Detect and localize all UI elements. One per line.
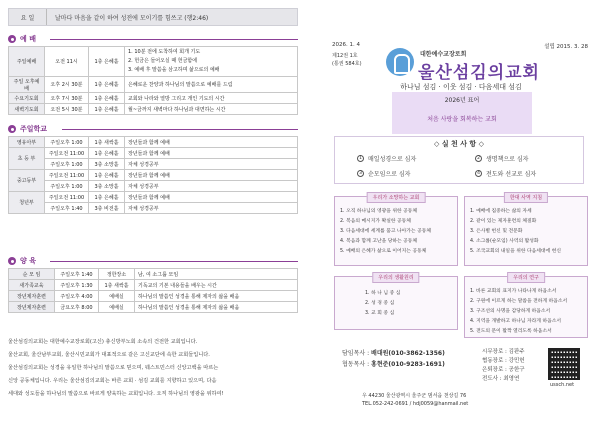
list-item: 1. 오직 하나님의 영광을 위한 공동체 (340, 209, 418, 214)
list-item: 5. 전도의 문이 활짝 열리도록 하옵소서 (470, 329, 552, 334)
vision-box: 우리가 소망하는 교회 1. 오직 하나님의 영광을 위한 공동체 2. 복음의 메시지가 확실한 공동체 3. 다음세대에 세계를 품고 나아가는 공동체 4. 복음과 함께 고난을 당하는 공동체 5. 예배의 은혜가 삶으로 이어지는 공동체 (334, 196, 458, 266)
list-item: 1. 하 나 님 중 심 (365, 291, 401, 296)
practice-item: 1 매일성경으로 심자 (357, 154, 416, 163)
list-item: 3. 교 회 중 심 (365, 311, 395, 316)
list-item: 4. 복음과 함께 고난을 당하는 공동체 (340, 239, 418, 244)
church-name: 울산섬김의교회 (418, 63, 540, 83)
slogan: 하나님 섬김 · 이웃 섬김 · 다음세대 섬김 (400, 83, 522, 91)
motto-tag: 요 일 (9, 9, 47, 25)
qr-code-icon[interactable] (548, 348, 580, 380)
worship-table (8, 46, 298, 115)
right-page (330, 8, 592, 418)
divider (50, 261, 298, 262)
year-motto-box (392, 92, 532, 134)
table-row: 초 등 부 주일오전 11:00 1층 은혜홀 장년들과 함께 예배 (9, 148, 298, 159)
website-label[interactable]: ussch.net (550, 382, 575, 388)
table-row: 중고등부 주일오전 11:00 1층 은혜홀 장년들과 함께 예배 (9, 170, 298, 181)
table-row: 주일오후 1:40 3층 비전홀 자체 성경공부 (9, 203, 298, 214)
list-item: 3. 다음세대에 세계를 품고 나아가는 공동체 (340, 229, 431, 234)
church-notice: 울산섬김의교회는 대한예수교장로회(고신) 총신방부노회 소속의 건전한 교회입니다. 울산교회, 울산남부교회, 울산시민교회가 대표적으로 같은 고신교단에 속한 교회들입니다. 울산섬김의교회는 성경을 유일한 하나님의 말씀으로 믿으며, 웨스트민스터 신앙고백을 따르는 신앙 공동체입니다. 우리는 울산섬김의교회는 바른 교회 · 섬김 교회를 지향하고 있으며, 다음 세대와 성도들을 하나님의 말씀으로 바르게 양육하는 교회입니다. 오직 하나님의 영광을 위하여! (8, 339, 224, 397)
number-circle-icon: 3 (357, 170, 364, 177)
section-bullet-icon (8, 125, 16, 133)
table-row: 영유아부 주일오후 1:00 1층 새싹홀 장년들과 함께 예배 (9, 137, 298, 148)
bulletin-date: 2026. 1. 4 (332, 42, 360, 48)
list-item: 4. 소그룹(순모임) 사역의 활성화 (470, 239, 539, 244)
number-circle-icon: 4 (475, 170, 482, 177)
motto-text: 날마다 마음을 같이 하여 성전에 모이기를 힘쓰고 (행2:46) (55, 14, 209, 22)
table-row: 새벽기도회 오전 5시 30분 1층 은혜홀 월~금까지 새벽마다 하나님과 대면하는 시간 (9, 104, 298, 115)
year-title: 2026년 표어 (444, 97, 480, 104)
practice-item: 2 생명책으로 심자 (475, 154, 528, 163)
volume: 제12권 1호 (332, 53, 358, 59)
motto-bar (8, 8, 298, 26)
table-row: 주일 오후예배 오후 2시 30분 1층 은혜홀 은혜로운 찬양과 하나님의 말씀으로 예배를 드림 (9, 77, 298, 93)
section-bullet-icon (8, 257, 16, 265)
list-item: 2. 구원에 이르게 하는 말씀을 전하게 하옵소서 (470, 299, 568, 304)
table-row: 청년부 주일오전 11:00 1층 은혜홀 장년들과 함께 예배 (9, 192, 298, 203)
nextgen-table (8, 136, 298, 214)
table-row: 주일오후 1:00 3층 소망홀 자체 성경공부 (9, 159, 298, 170)
list-item: 1. 예배에 집중하는 삶의 자세 (470, 209, 532, 214)
list-item: 3. 은사별 헌신 및 전문화 (470, 229, 523, 234)
divider (50, 39, 298, 40)
church-logo-icon (386, 48, 414, 76)
left-page (8, 8, 298, 418)
research-box: 우리의 연구 1. 바른 교회의 표지가 나타나게 하옵소서 2. 구원에 이르게 하는 말씀을 전하게 하옵소서 3. 구조선의 사명을 감당하게 하옵소서 4. 지역을 개발하고 하나님 자라게 하옵소서 5. 전도의 문이 활짝 열리도록 하옵소서 (464, 276, 588, 338)
table-row: 수요기도회 오후 7시 30분 1층 은혜홀 교회와 나라와 열방 그리고 개인 기도의 시간 (9, 93, 298, 104)
list-item: 2. 같이 있는 제자훈련의 체질화 (470, 219, 537, 224)
practice-item: 3 순모임으로 심자 (357, 169, 410, 178)
established-date: 설립 2015. 3. 28 (544, 44, 588, 50)
number-circle-icon: 1 (357, 155, 364, 162)
ministry-box: 한대 사역 지침 1. 예배에 집중하는 삶의 자세 2. 같이 있는 제자훈련의 체질화 3. 은사별 헌신 및 전문화 4. 소그룹(순모임) 사역의 활성화 5. 조국교회의 내일을 위한 다음세대에 헌신 (464, 196, 588, 266)
table-row: 장년제자훈련 금요오후 8:00 예배실 하나님의 말씀인 성경을 통해 제자의 삶을 배움 (9, 302, 298, 313)
table-row: 주일예배 오전 11시 1층 은혜홀 1. 10분 전에 도착하여 회개 기도 2. 헌금은 들어오실 때 헌금함에 3. 예배 후 말씀을 삼고하며 삶으로의 예배 (9, 47, 298, 77)
table-row: 주일오후 1:00 3층 소망홀 자체 성경공부 (9, 181, 298, 192)
list-item: 3. 구조선의 사명을 감당하게 하옵소서 (470, 309, 551, 314)
list-item: 4. 지역을 개발하고 하나님 자라게 하옵소서 (470, 319, 561, 324)
table-row: 새가족교육 주일오후 1:30 1층 새싹홀 기독교의 기본 내용들을 배우는 시간 (9, 280, 298, 291)
table-row: 장년제자훈련 주일오후 4:00 예배실 하나님의 말씀인 성경을 통해 제자의 삶을 배움 (9, 291, 298, 302)
section-bullet-icon (8, 35, 16, 43)
practice-title: ◇ 실 천 사 항 ◇ (433, 140, 484, 148)
divider (62, 129, 298, 130)
training-table (8, 268, 298, 313)
nextgen-heading: 주일학교 (8, 124, 47, 134)
list-item: 1. 바른 교회의 표지가 나타나게 하옵소서 (470, 289, 557, 294)
elder-list: 시무장로 : 김판주 협동장로 : 강민헌 은퇴장로 : 공한구 전도사 : 최영연 (482, 349, 525, 382)
pastor-list: 담임목사 : 배대원(010-3862-1356) 협동목사 : 홍현준(010-9283-1691) (342, 350, 445, 368)
list-item: 5. 예배의 은혜가 삶으로 이어지는 공동체 (340, 249, 427, 254)
table-row: 순 모 임 주일오후 1:40 정한장소 남, 여 소그룹 모임 (9, 269, 298, 280)
training-heading: 양 육 (8, 256, 36, 266)
denomination: 대한예수교장로회 (420, 51, 467, 58)
practice-item: 4 전도와 선교로 심자 (475, 169, 536, 178)
issue-number: (통권 584호) (332, 61, 362, 67)
church-address: 우 44230 울산광역시 울주군 범서읍 천상길 76 TEL.052-242-0691 / hdj0059@hanmail.net (362, 393, 469, 407)
list-item: 2. 복음의 메시지가 확실한 공동체 (340, 219, 411, 224)
list-item: 5. 조국교회의 내일을 위한 다음세대에 헌신 (470, 249, 561, 254)
number-circle-icon: 2 (475, 155, 482, 162)
worship-heading: 예 배 (8, 34, 36, 44)
life-principle-box: 우리의 생활원리 1. 하 나 님 중 심 2. 성 경 중 심 3. 교 회 중 심 (334, 276, 458, 330)
practice-box (334, 136, 584, 184)
year-motto: 처음 사랑을 회복하는 교회 (427, 116, 497, 123)
list-item: 2. 성 경 중 심 (365, 301, 395, 306)
